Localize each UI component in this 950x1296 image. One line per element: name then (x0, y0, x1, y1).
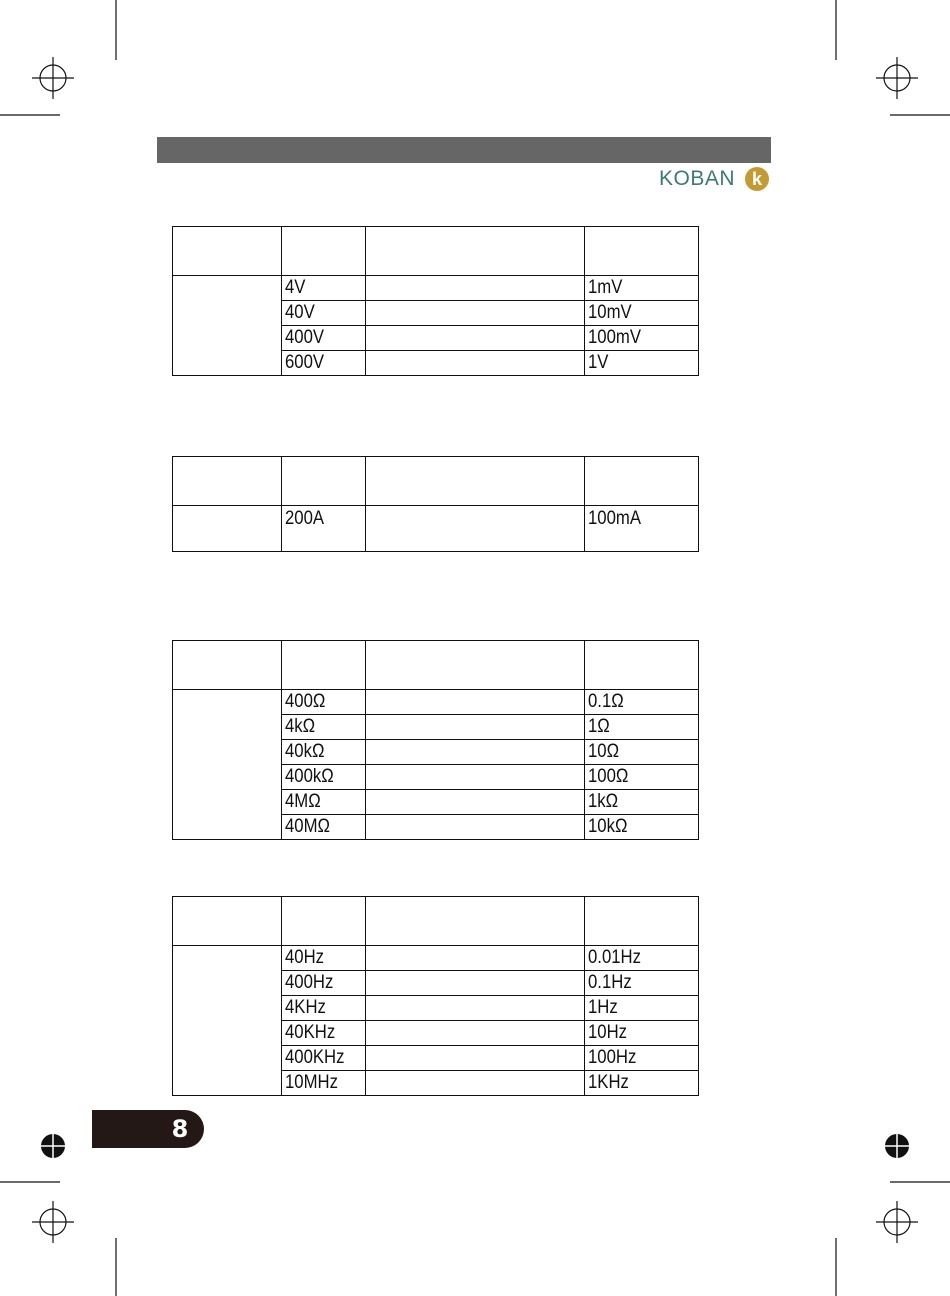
registration-mark-top-left (32, 57, 74, 99)
registration-mark-bottom-right (876, 1201, 918, 1243)
resolution-cell: 0.1Ω (585, 690, 699, 715)
accuracy-cell (366, 506, 585, 552)
table-row (173, 690, 699, 715)
header-cell (173, 897, 282, 946)
resolution-cell: 0.1Hz (585, 971, 699, 996)
accuracy-cell (366, 740, 585, 765)
header-cell (173, 227, 282, 276)
range-cell: 400Hz (282, 971, 366, 996)
header-cell (366, 641, 585, 690)
resolution-cell: 100mA (585, 506, 699, 552)
resolution-cell: 1kΩ (585, 790, 699, 815)
header-cell (366, 457, 585, 506)
range-cell: 600V (282, 351, 366, 376)
range-cell: 40KHz (282, 1021, 366, 1046)
range-cell: 400Ω (282, 690, 366, 715)
header-cell (173, 457, 282, 506)
accuracy-cell (366, 765, 585, 790)
registration-mark-top-right (876, 57, 918, 99)
header-cell (173, 641, 282, 690)
resolution-cell: 100mV (585, 326, 699, 351)
header-bar (157, 137, 771, 163)
resolution-cell: 1mV (585, 276, 699, 301)
range-cell: 400KHz (282, 1046, 366, 1071)
table-row (173, 946, 699, 971)
registration-dot-left (35, 1128, 71, 1164)
function-cell (173, 506, 282, 552)
range-cell: 4kΩ (282, 715, 366, 740)
resolution-cell: 1V (585, 351, 699, 376)
resolution-cell: 10Hz (585, 1021, 699, 1046)
range-cell: 40V (282, 301, 366, 326)
range-cell: 4KHz (282, 996, 366, 1021)
registration-dot-right (879, 1128, 915, 1164)
function-cell (173, 946, 282, 1096)
accuracy-cell (366, 326, 585, 351)
resolution-cell: 100Ω (585, 765, 699, 790)
function-cell (173, 276, 282, 376)
resolution-cell: 100Hz (585, 1046, 699, 1071)
header-cell (282, 227, 366, 276)
accuracy-cell (366, 351, 585, 376)
function-cell (173, 690, 282, 840)
resolution-cell: 10kΩ (585, 815, 699, 840)
resolution-cell: 1Ω (585, 715, 699, 740)
header-cell (366, 227, 585, 276)
header-cell (282, 641, 366, 690)
svg-text:k: k (751, 169, 763, 189)
range-cell: 200A (282, 506, 366, 552)
range-cell: 4MΩ (282, 790, 366, 815)
logo-text: KOBAN (659, 167, 736, 190)
koban-logo (659, 166, 774, 192)
header-cell (585, 227, 699, 276)
resolution-cell: 10mV (585, 301, 699, 326)
resolution-cell: 1KHz (585, 1071, 699, 1096)
resolution-cell: 1Hz (585, 996, 699, 1021)
table-header-row (173, 227, 699, 276)
range-cell: 400kΩ (282, 765, 366, 790)
header-cell (366, 897, 585, 946)
table-row (173, 506, 699, 552)
table-header-row (173, 457, 699, 506)
header-cell (585, 457, 699, 506)
accuracy-cell (366, 715, 585, 740)
page-number: 8 (171, 1115, 189, 1143)
range-cell: 40Hz (282, 946, 366, 971)
header-cell (585, 641, 699, 690)
koban-k-icon (745, 167, 769, 191)
range-cell: 10MHz (282, 1071, 366, 1096)
resolution-cell: 0.01Hz (585, 946, 699, 971)
accuracy-cell (366, 971, 585, 996)
table-header-row (173, 641, 699, 690)
spec-table-voltage (172, 226, 699, 376)
table-header-row (173, 897, 699, 946)
range-cell: 400V (282, 326, 366, 351)
accuracy-cell (366, 276, 585, 301)
spec-table-frequency (172, 896, 699, 1096)
accuracy-cell (366, 815, 585, 840)
spec-table-resistance (172, 640, 699, 840)
header-cell (585, 897, 699, 946)
accuracy-cell (366, 946, 585, 971)
table-row (173, 276, 699, 301)
accuracy-cell (366, 790, 585, 815)
header-cell (282, 457, 366, 506)
accuracy-cell (366, 1021, 585, 1046)
range-cell: 40MΩ (282, 815, 366, 840)
registration-mark-bottom-left (32, 1201, 74, 1243)
range-cell: 4V (282, 276, 366, 301)
accuracy-cell (366, 1046, 585, 1071)
spec-table-current (172, 456, 699, 552)
resolution-cell: 10Ω (585, 740, 699, 765)
accuracy-cell (366, 690, 585, 715)
accuracy-cell (366, 301, 585, 326)
accuracy-cell (366, 1071, 585, 1096)
range-cell: 40kΩ (282, 740, 366, 765)
accuracy-cell (366, 996, 585, 1021)
header-cell (282, 897, 366, 946)
